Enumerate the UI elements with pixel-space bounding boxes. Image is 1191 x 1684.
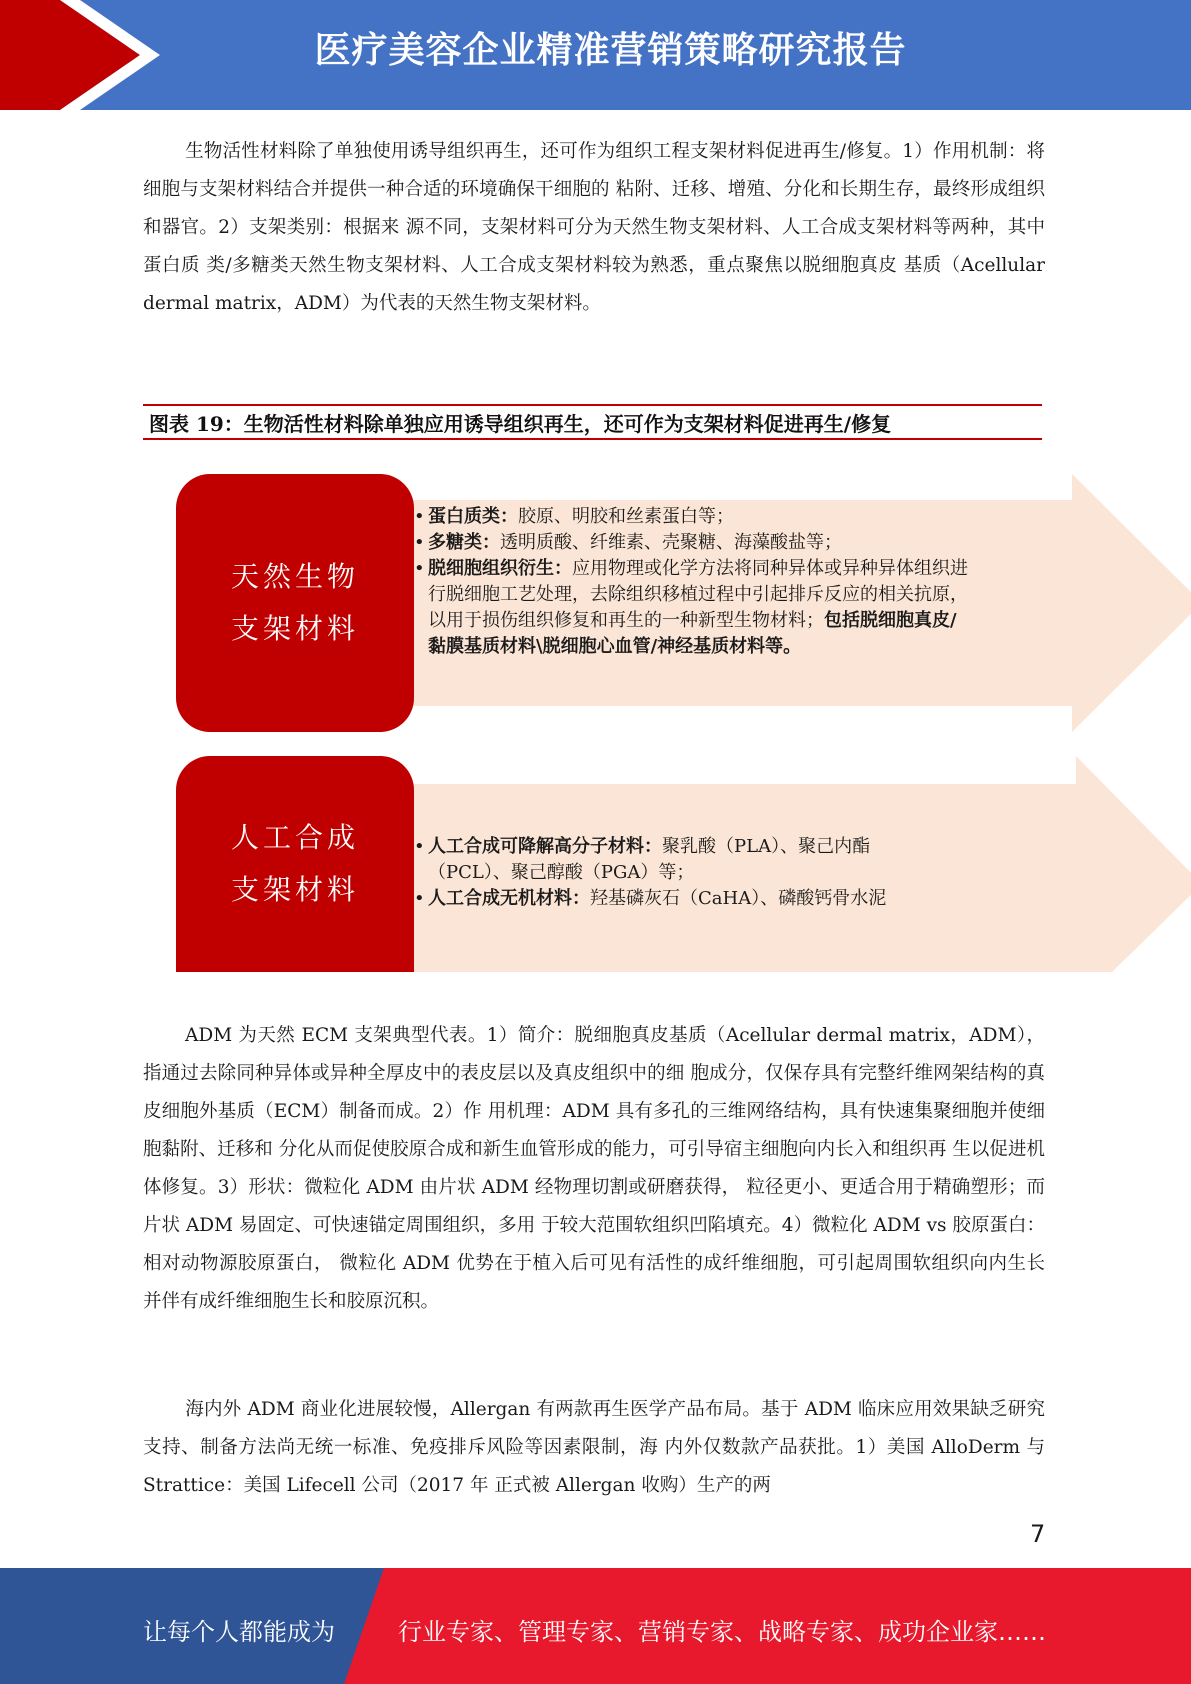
synthetic-label-line2: 支架材料 — [230, 873, 359, 906]
figure-synthetic-scaffold — [176, 756, 1026, 972]
natural-bullet-protein: • 蛋白质类：胶原、明胶和丝素蛋白等； — [414, 504, 974, 530]
page-footer — [0, 1568, 1191, 1684]
natural-bullet-polysaccharide: • 多糖类：透明质酸、纤维素、壳聚糖、海藻酸盐等； — [414, 530, 974, 556]
synthetic-bullet-list — [414, 834, 914, 912]
synthetic-bullet-inorganic: • 人工合成无机材料：羟基磷灰石（CaHA）、磷酸钙骨水泥 — [414, 886, 914, 912]
paragraph-3-text: 海内外 ADM 商业化进展较慢，Allergan 有两款再生医学产品布局。基于 ADM 临床应用效果缺乏研究支持、制备方法尚无统一标准、免疫排斥风险等因素限制，海 内外仅数款产品获批。1）美国 AlloDerm 与 Strattice：美国 Lifecell 公司（2017 年 正式被 Allergan 收购）生产的两 — [143, 1399, 1045, 1496]
natural-label-box — [176, 474, 414, 732]
synthetic-bullet-polymer: • 人工合成可降解高分子材料：聚乳酸（PLA）、聚己内酯（PCL）、聚己醇酸（PGA）等； — [414, 834, 914, 886]
report-title: 医疗美容企业精准营销策略研究报告 — [314, 30, 907, 71]
page-header — [0, 0, 1191, 110]
paragraph-2-text: ADM 为天然 ECM 支架典型代表。1）简介：脱细胞真皮基质（Acellular dermal matrix，ADM），指通过去除同种异体或异种全厚皮中的表皮层以及真皮组织中的细 胞成分，仅保存具有完整纤维网架结构的真皮细胞外基质（ECM）制备而成。2）作 用机理：ADM 具有多孔的三维网络结构，具有快速集聚细胞并使细胞黏附、迁移和 分化从而促使胶原合成和新生血管形成的能力，可引导宿主细胞向内长入和组织再 生以促进机体修复。3）形状：微粒化 ADM 由片状 ADM 经物理切割或研磨获得， 粒径更小、更适合用于精确塑形；而片状 ADM 易固定、可快速锚定周围组织，多用 于较大范围软组织凹陷填充。4）微粒化 ADM vs 胶原蛋白：相对动物源胶原蛋白， 微粒化 ADM 优势在于植入后可见有活性的成纤维细胞，可引起周围软组织向内生长 并伴有成纤维细胞生长和胶原沉积。 — [143, 1025, 1045, 1312]
natural-bullet-list — [414, 504, 974, 660]
footer-slogan-right: 行业专家、管理专家、营销专家、战略专家、成功企业家…… — [398, 1618, 1046, 1646]
natural-bullet-decellularized: • 脱细胞组织衍生：应用物理或化学方法将同种异体或异种异体组织进行脱细胞工艺处理，去除组织移植过程中引起排斥反应的相关抗原，以用于损伤组织修复和再生的一种新型生物材料；包括脱细胞真皮/黏膜基质材料\脱细胞心血管/神经基质材料等。 — [414, 556, 974, 660]
synthetic-label-line1: 人工合成 — [230, 821, 359, 854]
synthetic-label-box — [176, 756, 414, 972]
paragraph-1 — [143, 133, 1045, 323]
paragraph-1-text: 生物活性材料除了单独使用诱导组织再生，还可作为组织工程支架材料促进再生/修复。1）作用机制：将细胞与支架材料结合并提供一种合适的环境确保干细胞的 粘附、迁移、增殖、分化和长期生存，最终形成组织和器官。2）支架类别：根据来 源不同，支架材料可分为天然生物支架材料、人工合成支架材料等两种，其中蛋白质 类/多糖类天然生物支架材料、人工合成支架材料较为熟悉，重点聚焦以脱细胞真皮 基质（Acellular dermal matrix，ADM）为代表的天然生物支架材料。 — [143, 141, 1045, 314]
page-number: 7 — [1030, 1520, 1046, 1548]
figure-title: 图表 19：生物活性材料除单独应用诱导组织再生，还可作为支架材料促进再生/修复 — [143, 404, 1042, 440]
natural-label-line2: 支架材料 — [230, 612, 359, 645]
paragraph-2 — [143, 1017, 1045, 1321]
figure-natural-scaffold — [176, 474, 1026, 732]
natural-label-line1: 天然生物 — [230, 560, 359, 593]
paragraph-3 — [143, 1391, 1045, 1505]
footer-slogan-left: 让每个人都能成为 — [143, 1618, 335, 1646]
